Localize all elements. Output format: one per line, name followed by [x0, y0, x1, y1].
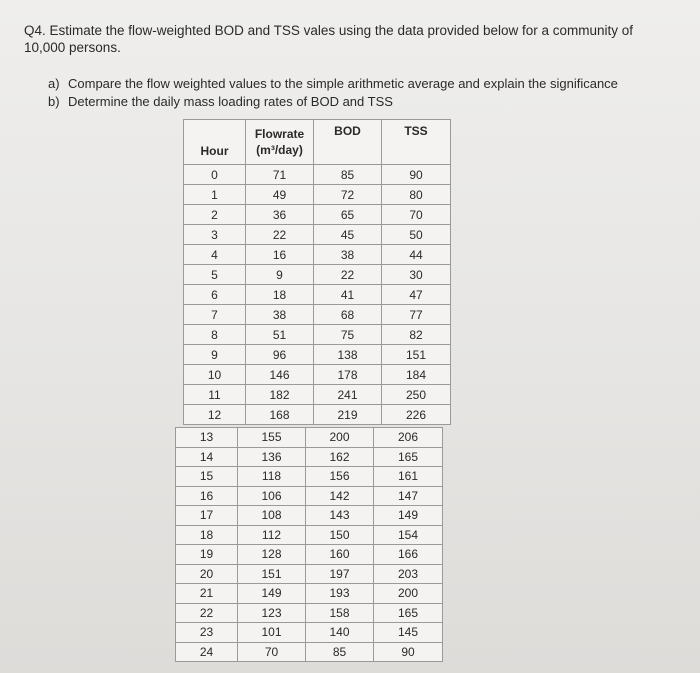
cell-bod: 85 — [314, 165, 382, 185]
cell-tss: 161 — [374, 467, 443, 487]
table-row — [176, 584, 443, 604]
table-row — [176, 428, 443, 448]
cell-flowrate: 108 — [238, 506, 306, 526]
cell-bod: 241 — [314, 385, 382, 405]
cell-bod: 143 — [306, 506, 374, 526]
cell-hour: 6 — [184, 285, 246, 305]
cell-flowrate: 49 — [246, 185, 314, 205]
cell-flowrate: 168 — [246, 405, 314, 425]
cell-tss: 82 — [382, 325, 451, 345]
cell-bod: 219 — [314, 405, 382, 425]
cell-hour: 14 — [176, 447, 238, 467]
table-row — [176, 447, 443, 467]
cell-tss: 145 — [374, 623, 443, 643]
cell-hour: 11 — [184, 385, 246, 405]
cell-hour: 13 — [176, 428, 238, 448]
table-row — [184, 405, 451, 425]
table-row — [184, 325, 451, 345]
header-flowrate — [246, 120, 314, 165]
cell-bod: 142 — [306, 486, 374, 506]
table-row — [184, 185, 451, 205]
cell-bod: 45 — [314, 225, 382, 245]
cell-bod: 160 — [306, 545, 374, 565]
cell-flowrate: 151 — [238, 564, 306, 584]
table-row — [184, 265, 451, 285]
cell-bod: 140 — [306, 623, 374, 643]
table-row — [176, 545, 443, 565]
table-row — [184, 225, 451, 245]
subquestion-a-text: Compare the flow weighted values to the simple arithmetic average and explain the significance — [68, 76, 618, 91]
cell-bod: 156 — [306, 467, 374, 487]
cell-tss: 80 — [382, 185, 451, 205]
table-header-row — [184, 120, 451, 165]
cell-tss: 165 — [374, 447, 443, 467]
cell-tss: 47 — [382, 285, 451, 305]
cell-hour: 0 — [184, 165, 246, 185]
cell-flowrate: 101 — [238, 623, 306, 643]
cell-hour: 22 — [176, 603, 238, 623]
cell-bod: 197 — [306, 564, 374, 584]
cell-bod: 178 — [314, 365, 382, 385]
header-flowrate-line1: Flowrate — [254, 127, 305, 141]
cell-tss: 184 — [382, 365, 451, 385]
table-row — [176, 623, 443, 643]
subquestion-a-label: a) — [48, 76, 60, 91]
cell-flowrate: 112 — [238, 525, 306, 545]
table-row — [176, 603, 443, 623]
header-tss: TSS — [382, 120, 451, 165]
cell-hour: 23 — [176, 623, 238, 643]
cell-hour: 1 — [184, 185, 246, 205]
cell-bod: 85 — [306, 642, 374, 662]
cell-tss: 147 — [374, 486, 443, 506]
cell-tss: 70 — [382, 205, 451, 225]
cell-bod: 65 — [314, 205, 382, 225]
cell-flowrate: 18 — [246, 285, 314, 305]
cell-hour: 21 — [176, 584, 238, 604]
cell-hour: 18 — [176, 525, 238, 545]
cell-bod: 138 — [314, 345, 382, 365]
cell-bod: 193 — [306, 584, 374, 604]
table-row — [184, 245, 451, 265]
cell-hour: 9 — [184, 345, 246, 365]
cell-flowrate: 128 — [238, 545, 306, 565]
table-row — [184, 305, 451, 325]
table-body-part2 — [176, 428, 443, 662]
cell-bod: 158 — [306, 603, 374, 623]
cell-tss: 250 — [382, 385, 451, 405]
table-body-part1 — [184, 165, 451, 425]
header-bod: BOD — [314, 120, 382, 165]
subquestion-a — [48, 76, 618, 92]
cell-hour: 5 — [184, 265, 246, 285]
table-row — [184, 205, 451, 225]
cell-hour: 3 — [184, 225, 246, 245]
cell-hour: 8 — [184, 325, 246, 345]
cell-bod: 41 — [314, 285, 382, 305]
question-title: Q4. Estimate the flow-weighted BOD and TSS vales using the data provided below for a community of 10,000 persons. — [24, 23, 634, 55]
cell-tss: 226 — [382, 405, 451, 425]
header-hour: Hour — [184, 120, 246, 165]
cell-flowrate: 155 — [238, 428, 306, 448]
cell-tss: 203 — [374, 564, 443, 584]
table-row — [176, 467, 443, 487]
table-row — [184, 285, 451, 305]
data-table-part1 — [183, 119, 451, 425]
cell-bod: 38 — [314, 245, 382, 265]
cell-bod: 72 — [314, 185, 382, 205]
cell-hour: 7 — [184, 305, 246, 325]
table-row — [184, 165, 451, 185]
cell-flowrate: 118 — [238, 467, 306, 487]
table-row — [176, 525, 443, 545]
cell-flowrate: 182 — [246, 385, 314, 405]
subquestion-b — [48, 94, 393, 110]
cell-tss: 77 — [382, 305, 451, 325]
cell-tss: 50 — [382, 225, 451, 245]
subquestion-b-text: Determine the daily mass loading rates of BOD and TSS — [68, 94, 393, 109]
table-row — [184, 345, 451, 365]
cell-tss: 165 — [374, 603, 443, 623]
cell-flowrate: 146 — [246, 365, 314, 385]
cell-bod: 68 — [314, 305, 382, 325]
cell-tss: 90 — [374, 642, 443, 662]
cell-flowrate: 96 — [246, 345, 314, 365]
cell-flowrate: 71 — [246, 165, 314, 185]
cell-tss: 44 — [382, 245, 451, 265]
cell-hour: 4 — [184, 245, 246, 265]
cell-flowrate: 70 — [238, 642, 306, 662]
cell-tss: 90 — [382, 165, 451, 185]
table-row — [176, 486, 443, 506]
cell-tss: 166 — [374, 545, 443, 565]
table-row — [176, 642, 443, 662]
cell-tss: 151 — [382, 345, 451, 365]
cell-hour: 20 — [176, 564, 238, 584]
cell-bod: 150 — [306, 525, 374, 545]
header-flowrate-line2: (m³/day) — [256, 143, 303, 157]
cell-bod: 200 — [306, 428, 374, 448]
table-row — [184, 365, 451, 385]
cell-flowrate: 9 — [246, 265, 314, 285]
subquestion-b-label: b) — [48, 94, 60, 109]
cell-hour: 24 — [176, 642, 238, 662]
cell-hour: 10 — [184, 365, 246, 385]
cell-hour: 2 — [184, 205, 246, 225]
cell-hour: 12 — [184, 405, 246, 425]
cell-flowrate: 123 — [238, 603, 306, 623]
cell-flowrate: 149 — [238, 584, 306, 604]
table-row — [176, 506, 443, 526]
table-row — [184, 385, 451, 405]
cell-hour: 15 — [176, 467, 238, 487]
cell-bod: 22 — [314, 265, 382, 285]
table-row — [176, 564, 443, 584]
cell-tss: 154 — [374, 525, 443, 545]
cell-flowrate: 136 — [238, 447, 306, 467]
cell-tss: 200 — [374, 584, 443, 604]
cell-tss: 149 — [374, 506, 443, 526]
cell-hour: 16 — [176, 486, 238, 506]
cell-tss: 30 — [382, 265, 451, 285]
cell-bod: 75 — [314, 325, 382, 345]
cell-flowrate: 38 — [246, 305, 314, 325]
cell-flowrate: 36 — [246, 205, 314, 225]
cell-tss: 206 — [374, 428, 443, 448]
cell-flowrate: 51 — [246, 325, 314, 345]
cell-bod: 162 — [306, 447, 374, 467]
cell-flowrate: 106 — [238, 486, 306, 506]
cell-hour: 17 — [176, 506, 238, 526]
cell-hour: 19 — [176, 545, 238, 565]
data-table-part2 — [175, 427, 443, 662]
cell-flowrate: 16 — [246, 245, 314, 265]
cell-flowrate: 22 — [246, 225, 314, 245]
